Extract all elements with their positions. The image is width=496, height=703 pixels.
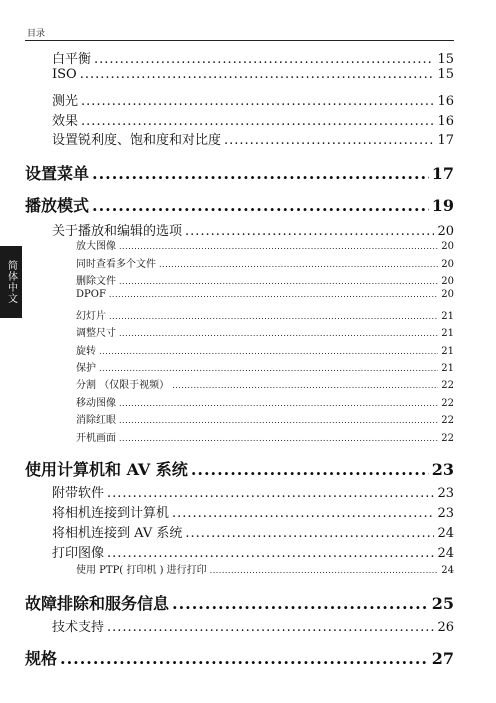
toc-entry-title: 附带软件 <box>52 486 105 501</box>
toc-page-number: 20 <box>441 276 454 287</box>
toc-entry-title: 分割 （仅限于视频） <box>76 380 170 391</box>
toc-entry-title: 规格 <box>25 649 58 668</box>
toc-page-number: 24 <box>437 546 454 561</box>
toc-entry-title: ISO <box>52 67 77 82</box>
toc-dot-leader <box>99 346 438 357</box>
toc-entry-title: 设置菜单 <box>25 164 90 183</box>
toc-entry-title: 调整尺寸 <box>76 328 116 339</box>
toc-entry[interactable] <box>52 48 454 67</box>
toc-dot-leader <box>172 380 438 391</box>
toc-entry[interactable] <box>52 129 454 148</box>
toc-page-number: 21 <box>441 311 454 322</box>
toc-page-number: 24 <box>437 526 454 541</box>
toc-entry-title: 白平衡 <box>52 52 92 67</box>
toc-entry-title: 移动图像 <box>76 398 116 409</box>
toc-dot-leader <box>119 276 438 287</box>
toc-page-number: 20 <box>441 241 454 252</box>
toc-entry[interactable] <box>52 616 454 635</box>
toc-page-number: 17 <box>437 133 454 148</box>
toc-dot-leader <box>99 363 438 374</box>
toc-entry[interactable] <box>76 411 454 426</box>
toc-page-number: 16 <box>437 114 454 129</box>
toc-entry[interactable] <box>76 359 454 374</box>
toc-entry[interactable] <box>52 502 454 521</box>
toc-dot-leader <box>109 289 438 300</box>
toc-entry[interactable] <box>76 307 454 322</box>
toc-dot-leader <box>185 526 434 541</box>
toc-entry-title: 故障排除和服务信息 <box>25 594 170 613</box>
toc-dot-leader <box>92 164 429 183</box>
toc-entry[interactable] <box>25 591 454 614</box>
toc-entry-title: 放大图像 <box>76 241 116 252</box>
toc-page-number: 23 <box>437 486 454 501</box>
toc-dot-leader <box>109 311 438 322</box>
toc-entry[interactable] <box>76 324 454 339</box>
toc-entry[interactable] <box>25 161 454 184</box>
toc-page-number: 15 <box>437 52 454 67</box>
toc-entry[interactable] <box>52 110 454 129</box>
toc-entry[interactable] <box>25 457 454 480</box>
toc-entry[interactable] <box>52 482 454 501</box>
toc-page-number: 19 <box>431 196 454 215</box>
toc-entry[interactable] <box>25 646 454 669</box>
toc-entry[interactable] <box>25 193 454 216</box>
toc-entry-title: 旋转 <box>76 346 96 357</box>
toc-entry[interactable] <box>76 255 454 270</box>
toc-dot-leader <box>107 486 434 501</box>
toc-entry-title: 播放模式 <box>25 196 90 215</box>
toc-entry[interactable] <box>52 522 454 541</box>
header-label: 目录 <box>27 29 46 39</box>
toc-entry[interactable] <box>76 289 454 300</box>
toc-entry[interactable] <box>76 376 454 391</box>
toc-dot-leader <box>94 52 434 67</box>
toc-page-number: 23 <box>437 506 454 521</box>
toc-dot-leader <box>172 594 429 613</box>
toc-dot-leader <box>107 546 434 561</box>
toc-page-number: 26 <box>437 620 454 635</box>
toc-entry[interactable] <box>76 561 454 576</box>
toc-dot-leader <box>81 114 434 129</box>
toc-entry[interactable] <box>76 429 454 444</box>
toc-entry[interactable] <box>76 394 454 409</box>
toc-dot-leader <box>119 415 438 426</box>
toc-dot-leader <box>92 196 429 215</box>
toc-page-number: 22 <box>441 433 454 444</box>
toc-dot-leader <box>224 133 434 148</box>
toc-entry-title: 将相机连接到 AV 系统 <box>52 526 183 541</box>
toc-entry-title: 保护 <box>76 363 96 374</box>
toc-entry[interactable] <box>76 342 454 357</box>
toc-entry-title: 开机画面 <box>76 433 116 444</box>
toc-dot-leader <box>119 241 438 252</box>
toc-dot-leader <box>107 620 434 635</box>
toc-dot-leader <box>119 433 438 444</box>
toc-dot-leader <box>210 565 439 576</box>
toc-dot-leader <box>119 328 438 339</box>
toc-page-number: 17 <box>431 164 454 183</box>
toc-page-number: 21 <box>441 363 454 374</box>
toc-entry[interactable] <box>76 237 454 252</box>
toc-entry-title: 设置锐利度、饱和度和对比度 <box>52 133 222 148</box>
toc-dot-leader <box>191 460 429 479</box>
toc-dot-leader <box>80 67 435 82</box>
toc-entry-title: 消除红眼 <box>76 415 116 426</box>
toc-page-number: 20 <box>441 259 454 270</box>
toc-dot-leader <box>159 259 438 270</box>
toc-entry-title: 技术支持 <box>52 620 105 635</box>
toc-entry[interactable] <box>52 67 454 82</box>
toc-entry-title: 幻灯片 <box>76 311 106 322</box>
toc-dot-leader <box>60 649 429 668</box>
toc-entry[interactable] <box>52 90 454 109</box>
toc-entry-title: 同时查看多个文件 <box>76 259 156 270</box>
toc-entry-title: DPOF <box>76 289 106 300</box>
toc-dot-leader <box>81 94 434 109</box>
toc-page-number: 22 <box>441 415 454 426</box>
toc-page-number: 27 <box>431 649 454 668</box>
toc-page-number: 23 <box>431 460 454 479</box>
toc-page-number: 24 <box>441 565 454 576</box>
toc-page-number: 21 <box>441 346 454 357</box>
toc-page-number: 20 <box>437 224 454 239</box>
toc-entry-title: 测光 <box>52 94 79 109</box>
toc-entry-title: 将相机连接到计算机 <box>52 506 170 521</box>
toc-entry[interactable] <box>52 542 454 561</box>
toc-page-number: 15 <box>437 67 454 82</box>
toc-entry[interactable] <box>76 272 454 287</box>
toc-page-number: 16 <box>437 94 454 109</box>
toc-dot-leader <box>119 398 438 409</box>
toc-page-number: 22 <box>441 398 454 409</box>
toc-entry-title: 使用计算机和 AV 系统 <box>25 460 188 479</box>
language-side-tab: 简体中文 <box>0 246 22 318</box>
toc-entry-title: 打印图像 <box>52 546 105 561</box>
toc-page-number: 21 <box>441 328 454 339</box>
toc-entry-title: 使用 PTP( 打印机 ) 进行打印 <box>76 565 207 576</box>
toc-page-number: 22 <box>441 380 454 391</box>
toc-page-number: 25 <box>431 594 454 613</box>
toc-entry-title: 关于播放和编辑的选项 <box>52 224 183 239</box>
toc-entry-title: 删除文件 <box>76 276 116 287</box>
toc-page-number: 20 <box>441 289 454 300</box>
toc-dot-leader <box>172 506 434 521</box>
toc-entry-title: 效果 <box>52 114 79 129</box>
